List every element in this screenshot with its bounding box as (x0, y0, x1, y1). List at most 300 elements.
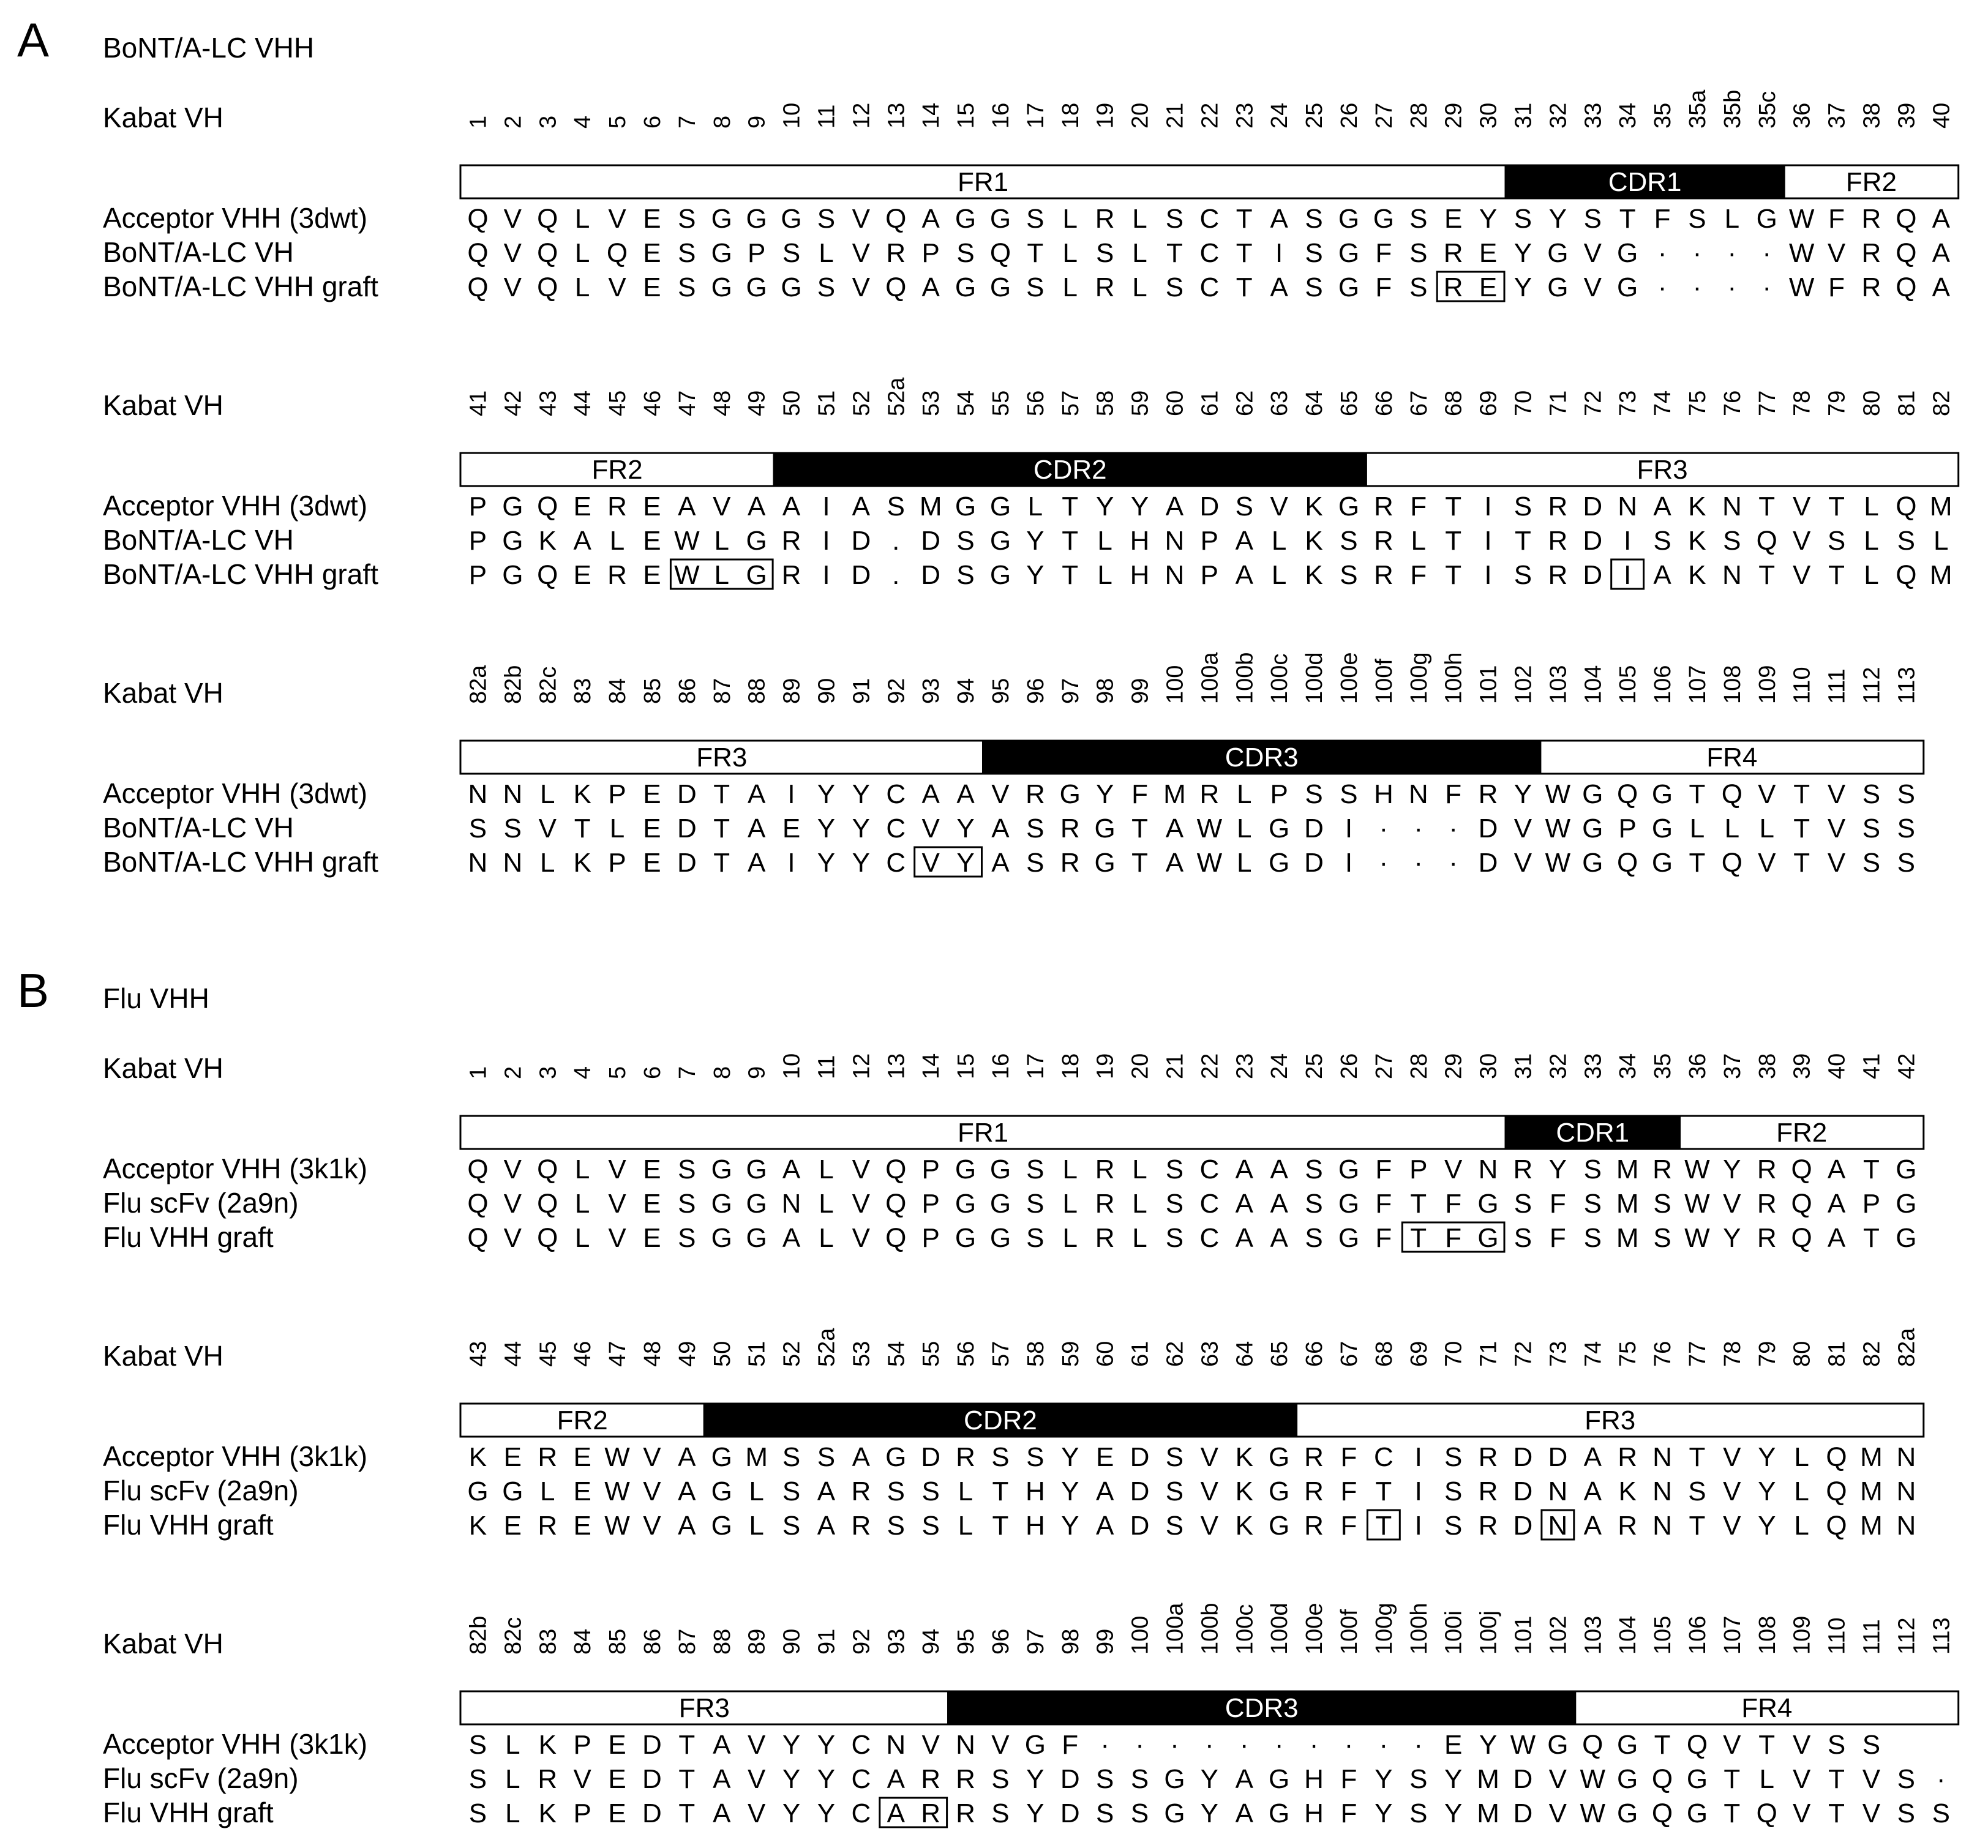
sequence-row-label: Acceptor VHH (3k1k) (103, 1440, 368, 1472)
residue: S (1130, 1764, 1149, 1794)
kabat-number: 76 (1719, 390, 1746, 416)
residue: Y (782, 1764, 801, 1794)
residue: Y (1130, 492, 1149, 522)
residue: V (608, 1154, 626, 1184)
residue: L (505, 1730, 520, 1760)
residue: V (991, 779, 1010, 809)
residue: Q (1896, 204, 1917, 234)
kabat-number: 81 (1824, 1341, 1850, 1367)
kabat-number: 71 (1476, 1341, 1502, 1367)
residue: A (1827, 1189, 1846, 1219)
residue: S (1862, 848, 1881, 878)
kabat-number: 75 (1684, 390, 1711, 416)
residue: M (1616, 1154, 1639, 1184)
residue: D (1478, 848, 1498, 878)
residue: Q (537, 1189, 558, 1219)
kabat-number: 74 (1650, 390, 1676, 416)
kabat-number: 13 (883, 1053, 910, 1079)
residue: K (1235, 1476, 1253, 1506)
residue: V (1583, 272, 1602, 302)
kabat-number: 53 (918, 390, 945, 416)
kabat-number: 77 (1754, 390, 1780, 416)
alignment-gap: · (1205, 1730, 1214, 1760)
residue: Y (852, 779, 871, 809)
residue: A (678, 1442, 696, 1472)
residue: V (608, 204, 626, 234)
kabat-number: 52 (849, 390, 875, 416)
kabat-number: 53 (849, 1341, 875, 1367)
panel-title: BoNT/A-LC VHH (103, 32, 315, 64)
kabat-number: 80 (1859, 390, 1885, 416)
kabat-number: 90 (814, 678, 840, 704)
residue: A (1165, 492, 1184, 522)
kabat-number: 21 (1162, 102, 1188, 129)
kabat-number: 82a (1894, 1328, 1920, 1367)
kabat-number: 50 (779, 390, 805, 416)
residue: E (573, 1442, 591, 1472)
kabat-number: 113 (1929, 1617, 1955, 1655)
kabat-number: 70 (1441, 1341, 1467, 1367)
residue: A (817, 1511, 836, 1541)
residue: Y (1026, 560, 1045, 590)
residue: S (1723, 526, 1741, 556)
residue: S (1340, 779, 1358, 809)
residue: D (1130, 1476, 1150, 1506)
residue: T (1236, 272, 1253, 302)
residue: G (1338, 1154, 1360, 1184)
residue: P (468, 492, 487, 522)
residue: A (747, 848, 766, 878)
kabat-number: 93 (883, 1628, 910, 1655)
residue: T (1131, 814, 1148, 844)
kabat-number: 35 (1650, 102, 1676, 129)
residue: L (749, 1476, 764, 1506)
residue: L (819, 1154, 834, 1184)
residue: R (1199, 779, 1220, 809)
residue: C (1199, 238, 1220, 268)
kabat-number: 100 (1162, 665, 1188, 704)
alignment-gap: · (1692, 238, 1702, 268)
residue: P (1200, 526, 1219, 556)
residue: S (678, 272, 696, 302)
kabat-number: 79 (1824, 390, 1850, 416)
residue: Y (1723, 1154, 1741, 1184)
residue: G (1269, 1476, 1290, 1506)
residue: S (678, 1189, 696, 1219)
residue: L (1132, 204, 1147, 234)
kabat-number: 6 (639, 1066, 666, 1079)
kabat-number: 10 (779, 102, 805, 129)
kabat-number: 31 (1510, 1053, 1537, 1079)
kabat-number: 3 (535, 115, 561, 129)
kabat-number: 104 (1580, 665, 1607, 704)
residue: E (643, 848, 661, 878)
kabat-number: 65 (1336, 390, 1362, 416)
kabat-number: 96 (988, 1628, 1014, 1655)
residue: A (1932, 238, 1950, 268)
kabat-number: 46 (570, 1341, 596, 1367)
residue: S (921, 1511, 940, 1541)
residue: R (1478, 1442, 1498, 1472)
residue: N (781, 1189, 801, 1219)
residue: Y (1095, 779, 1114, 809)
alignment-gap: . (892, 560, 900, 590)
residue: G (885, 1442, 907, 1472)
residue: Q (467, 272, 489, 302)
residue: L (1271, 560, 1287, 590)
residue: L (1759, 814, 1774, 844)
residue: R (1373, 492, 1393, 522)
residue: T (1828, 492, 1845, 522)
residue: T (713, 848, 730, 878)
kabat-number: 97 (1057, 678, 1084, 704)
residue: Y (1026, 526, 1045, 556)
residue: A (1932, 272, 1950, 302)
kabat-number: 18 (1057, 102, 1084, 129)
kabat-number: 11 (814, 1055, 840, 1079)
residue: A (1653, 560, 1671, 590)
sequence-row-label: Acceptor VHH (3dwt) (103, 202, 368, 234)
residue: S (1130, 1798, 1149, 1828)
residue: M (1163, 779, 1186, 809)
residue: S (1095, 1798, 1114, 1828)
residue: D (921, 1442, 941, 1472)
residue: V (1862, 1798, 1881, 1828)
kabat-number: 88 (709, 1628, 735, 1655)
residue: Y (1514, 779, 1532, 809)
residue: R (538, 1764, 558, 1794)
residue: D (1583, 560, 1603, 590)
residue: R (1861, 272, 1881, 302)
residue: D (677, 848, 697, 878)
residue: C (1199, 1154, 1220, 1184)
kabat-number: 63 (1197, 1341, 1223, 1367)
residue: V (1792, 526, 1811, 556)
residue: G (989, 492, 1011, 522)
residue: V (991, 1730, 1010, 1760)
residue: L (1132, 1189, 1147, 1219)
residue: N (1652, 1442, 1672, 1472)
residue: I (787, 848, 795, 878)
residue: M (745, 1442, 768, 1472)
kabat-number: 86 (639, 1628, 666, 1655)
kabat-number: 38 (1859, 102, 1885, 129)
residue: Y (956, 814, 975, 844)
sequence-row-label: Flu VHH graft (103, 1509, 274, 1541)
residue: Q (885, 1223, 907, 1253)
kabat-number: 8 (709, 115, 735, 129)
residue: G (746, 560, 767, 590)
residue: R (1095, 204, 1115, 234)
residue: S (956, 526, 975, 556)
panel-letter: B (17, 963, 50, 1017)
residue: V (1827, 814, 1846, 844)
residue: L (1062, 1154, 1078, 1184)
kabat-number: 100a (1162, 1603, 1188, 1655)
residue: W (1545, 779, 1571, 809)
kabat-number: 31 (1510, 102, 1537, 129)
kabat-number: 84 (605, 678, 631, 704)
residue: T (1689, 1511, 1706, 1541)
residue: T (1515, 526, 1531, 556)
residue: H (1304, 1798, 1324, 1828)
residue: T (1793, 814, 1810, 844)
residue: N (1896, 1442, 1916, 1472)
sequence-row-label: Flu VHH graft (103, 1797, 274, 1828)
kabat-number: 62 (1232, 390, 1258, 416)
residue: V (1827, 848, 1846, 878)
residue: L (540, 848, 555, 878)
residue: A (678, 492, 696, 522)
alignment-gap: · (1239, 1730, 1249, 1760)
alignment-gap: · (1657, 238, 1667, 268)
kabat-number: 100i (1441, 1610, 1467, 1655)
residue: S (1583, 1223, 1602, 1253)
residue: W (1788, 238, 1815, 268)
residue: A (782, 1223, 801, 1253)
alignment-gap: · (1692, 272, 1702, 302)
residue: L (714, 560, 729, 590)
residue: E (608, 1764, 626, 1794)
residue: D (1513, 1476, 1533, 1506)
kabat-number: 15 (953, 102, 980, 129)
residue: A (747, 779, 766, 809)
residue: Q (1896, 238, 1917, 268)
kabat-number: 55 (988, 390, 1014, 416)
residue: R (538, 1442, 558, 1472)
residue: G (1686, 1798, 1708, 1828)
residue: Q (537, 1154, 558, 1184)
residue: S (1409, 1798, 1428, 1828)
residue: G (1651, 814, 1673, 844)
residue: T (1863, 1154, 1880, 1184)
residue: C (886, 779, 906, 809)
kabat-number: 89 (744, 1628, 770, 1655)
residue: V (643, 1511, 661, 1541)
residue: G (1338, 272, 1360, 302)
residue: S (1688, 1476, 1706, 1506)
kabat-number: 15 (953, 1053, 980, 1079)
kabat-number: 47 (605, 1341, 631, 1367)
kabat-number: 111 (1824, 668, 1850, 704)
residue: K (538, 526, 557, 556)
kabat-number: 10 (779, 1053, 805, 1079)
kabat-number: 39 (1789, 1053, 1815, 1079)
residue: Q (1617, 779, 1638, 809)
residue: S (782, 1442, 801, 1472)
kabat-number: 47 (674, 390, 700, 416)
residue: V (1514, 848, 1532, 878)
residue: G (1896, 1223, 1917, 1253)
kabat-number: 68 (1441, 390, 1467, 416)
residue: T (574, 814, 591, 844)
residue: G (1651, 848, 1673, 878)
residue: I (1484, 492, 1492, 522)
residue: Q (885, 272, 907, 302)
residue: V (921, 848, 940, 878)
residue: F (1340, 1476, 1357, 1506)
residue: C (1373, 1442, 1393, 1472)
residue: S (1026, 1223, 1045, 1253)
residue: Y (1514, 238, 1532, 268)
residue: V (852, 272, 871, 302)
residue: R (1618, 1511, 1638, 1541)
residue: S (1583, 1154, 1602, 1184)
residue: R (1861, 238, 1881, 268)
residue: Y (817, 1764, 836, 1794)
alignment-gap: · (1379, 1730, 1389, 1760)
kabat-number: 20 (1127, 1053, 1153, 1079)
residue: Q (1756, 526, 1777, 556)
residue: G (1269, 1511, 1290, 1541)
residue: G (1477, 1223, 1499, 1253)
residue: L (574, 238, 590, 268)
residue: G (711, 204, 732, 234)
residue: V (1792, 1730, 1811, 1760)
kabat-number: 100g (1371, 1603, 1397, 1655)
kabat-number: 100e (1302, 1603, 1328, 1655)
residue: T (1619, 204, 1636, 234)
residue: S (782, 1476, 801, 1506)
residue: A (1235, 1189, 1253, 1219)
residue: P (468, 526, 487, 556)
kabat-number: 44 (500, 1341, 527, 1367)
residue: W (1684, 1154, 1710, 1184)
residue: S (1653, 526, 1671, 556)
kabat-number: 82b (500, 665, 527, 704)
residue: I (1624, 526, 1632, 556)
residue: L (1794, 1442, 1809, 1472)
residue: F (1375, 1189, 1392, 1219)
residue: A (1270, 1154, 1288, 1184)
residue: G (711, 1189, 732, 1219)
residue: L (1864, 526, 1879, 556)
residue: L (1411, 526, 1426, 556)
residue: L (574, 1223, 590, 1253)
residue: Y (1548, 1154, 1567, 1184)
residue: S (887, 1511, 905, 1541)
residue: G (1686, 1764, 1708, 1794)
residue: A (1235, 526, 1253, 556)
residue: F (1340, 1442, 1357, 1472)
residue: V (1827, 238, 1846, 268)
residue: D (677, 779, 697, 809)
residue: T (1062, 560, 1079, 590)
region-label: CDR2 (964, 1405, 1037, 1435)
residue: R (1861, 204, 1881, 234)
kabat-number: 63 (1267, 390, 1293, 416)
residue: L (1724, 814, 1740, 844)
kabat-number: 108 (1719, 665, 1746, 704)
residue: G (502, 526, 523, 556)
residue: T (1410, 1189, 1427, 1219)
residue: L (1864, 492, 1879, 522)
residue: P (608, 848, 626, 878)
residue: G (1269, 1442, 1290, 1472)
residue: G (1024, 1730, 1046, 1760)
residue: F (1410, 560, 1427, 590)
residue: V (503, 238, 522, 268)
kabat-number: 100c (1267, 653, 1293, 704)
kabat-number: 35b (1719, 89, 1746, 129)
residue: Q (1791, 1154, 1812, 1184)
residue: R (851, 1511, 871, 1541)
residue: T (1828, 1798, 1845, 1828)
residue: V (1200, 1511, 1219, 1541)
sequence-row-label: Flu VHH graft (103, 1221, 274, 1253)
kabat-number: 40 (1824, 1053, 1850, 1079)
kabat-number: 108 (1754, 1615, 1780, 1655)
residue: L (1759, 1764, 1774, 1794)
region-label: CDR1 (1608, 167, 1682, 197)
kabat-number: 91 (849, 678, 875, 704)
residue: M (1616, 1223, 1639, 1253)
residue: Q (989, 238, 1011, 268)
region-label: FR2 (557, 1405, 608, 1435)
kabat-number: 35a (1684, 89, 1711, 129)
residue: K (1305, 560, 1323, 590)
residue: A (1235, 1798, 1253, 1828)
residue: D (677, 814, 697, 844)
residue: R (1060, 814, 1080, 844)
residue: E (643, 238, 661, 268)
kabat-number: 2 (500, 1066, 527, 1079)
residue: E (643, 272, 661, 302)
residue: S (887, 492, 905, 522)
residue: R (1513, 1154, 1533, 1184)
residue: F (1654, 204, 1671, 234)
residue: H (1130, 560, 1150, 590)
residue: Q (537, 492, 558, 522)
kabat-number: 110 (1824, 1617, 1850, 1655)
kabat-number: 100 (1127, 1615, 1153, 1655)
kabat-number: 82a (465, 665, 492, 704)
residue: Y (817, 779, 836, 809)
residue: F (1062, 1730, 1079, 1760)
residue: I (1624, 560, 1632, 590)
residue: P (573, 1730, 591, 1760)
residue: D (851, 526, 871, 556)
region-label: CDR1 (1556, 1118, 1630, 1148)
kabat-number: 64 (1232, 1341, 1258, 1367)
residue: A (713, 1798, 731, 1828)
residue: S (1897, 1798, 1916, 1828)
kabat-label: Kabat VH (103, 1052, 223, 1084)
kabat-number: 25 (1302, 1053, 1328, 1079)
alignment-gap: · (1379, 814, 1389, 844)
kabat-number: 12 (849, 102, 875, 129)
residue: E (782, 814, 801, 844)
residue: A (1095, 1511, 1114, 1541)
residue: Y (852, 848, 871, 878)
residue: H (1130, 526, 1150, 556)
residue: G (1651, 779, 1673, 809)
residue: Q (885, 204, 907, 234)
kabat-number: 3 (535, 1066, 561, 1079)
residue: T (1758, 560, 1776, 590)
region-label: FR3 (1585, 1405, 1636, 1435)
kabat-number: 34 (1615, 1053, 1641, 1079)
residue: K (468, 1442, 487, 1472)
residue: S (468, 1730, 487, 1760)
residue: V (503, 1189, 522, 1219)
kabat-number: 9 (744, 115, 770, 129)
kabat-number: 100h (1441, 652, 1467, 704)
kabat-number: 12 (849, 1053, 875, 1079)
residue: R (1304, 1476, 1324, 1506)
residue: V (643, 1476, 661, 1506)
residue: R (538, 1511, 558, 1541)
